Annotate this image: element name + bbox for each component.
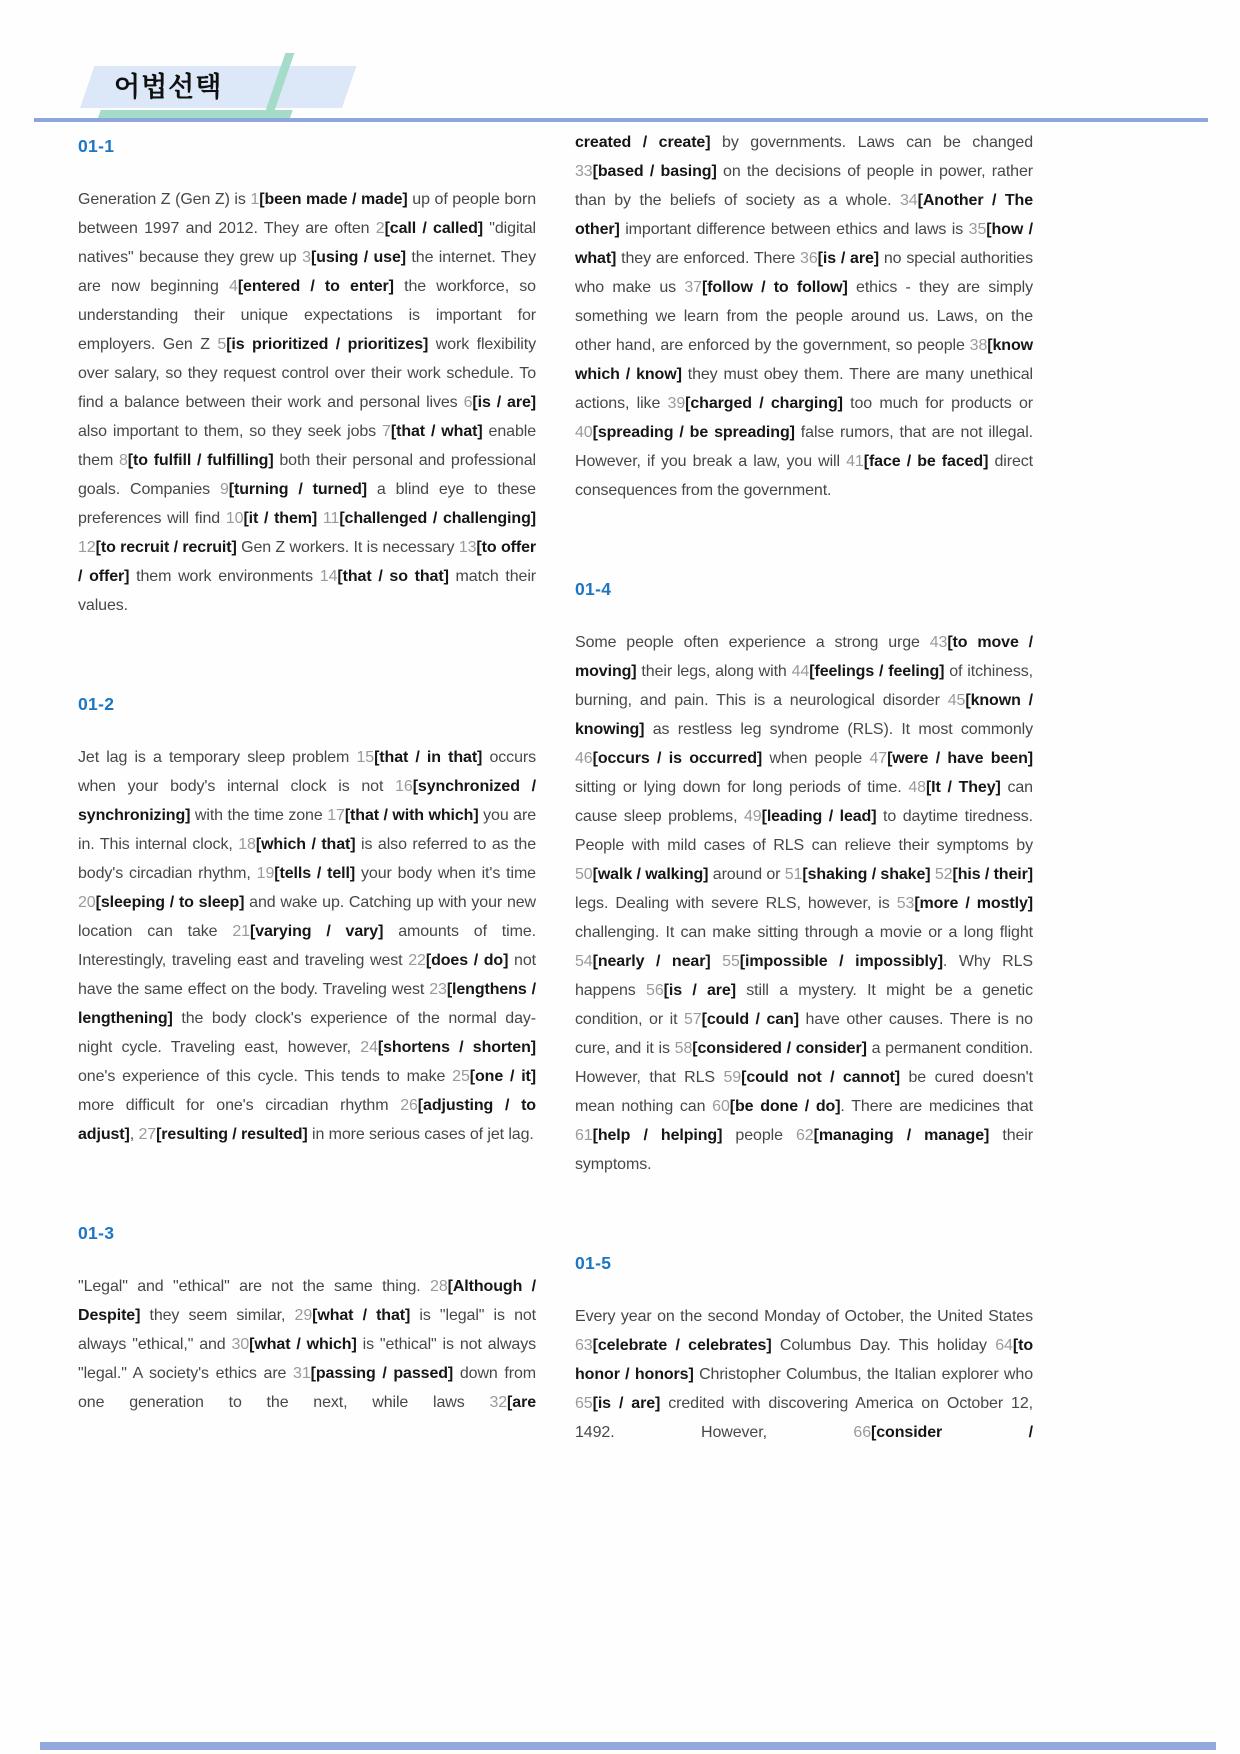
passage-text: Jet lag is a temporary sleep problem: [78, 749, 357, 766]
passage-text: "digital natives" because they grew up: [78, 220, 536, 266]
question-number: 29: [294, 1307, 313, 1324]
passage-text: they seem similar,: [140, 1307, 295, 1324]
choice-options: [managing / manage]: [813, 1127, 990, 1144]
section-heading: 01-5: [575, 1253, 612, 1273]
choice-options: [does / do]: [425, 952, 509, 969]
choice-options: [what / which]: [249, 1336, 357, 1353]
question-number: 28: [430, 1278, 448, 1295]
choice-options: [consider /: [871, 1424, 1033, 1441]
choice-options: [celebrate / celebrates]: [592, 1337, 772, 1354]
choice-options: [is / are]: [592, 1395, 661, 1412]
section-heading: 01-2: [78, 694, 115, 714]
question-number: 62: [795, 1127, 814, 1144]
passage-text: ,: [129, 1126, 139, 1143]
passage-text: more difficult for one's circadian rhythm: [78, 1097, 401, 1114]
question-number: 53: [896, 895, 915, 912]
question-number: 50: [575, 866, 593, 883]
passage-text: people: [722, 1127, 796, 1144]
question-number: 36: [800, 250, 818, 267]
choice-options: [varying / vary]: [249, 923, 384, 940]
choice-options: [to offer / offer]: [78, 539, 537, 585]
question-number: 2: [375, 220, 385, 237]
text-column-left: [78, 132, 536, 1417]
passage-text: Christopher Columbus, the Italian explorer who: [693, 1366, 1033, 1383]
choice-options: [adjusting / to adjust]: [78, 1097, 536, 1143]
choice-options: [Another / The other]: [575, 192, 1033, 238]
question-number: 35: [968, 221, 987, 238]
passage-text: . There are medicines that: [840, 1098, 1033, 1115]
choice-options: [could / can]: [701, 1011, 799, 1028]
passage-text: their legs, along with: [636, 663, 792, 680]
choice-options: [It / They]: [925, 779, 1001, 796]
question-number: 47: [869, 750, 888, 767]
passage-text: have other causes. There is no cure, and it is: [575, 1011, 1033, 1057]
question-number: 1: [250, 191, 260, 208]
choice-options: [what / that]: [312, 1307, 411, 1324]
choice-options: [were / have been]: [887, 750, 1033, 767]
question-number: 3: [302, 249, 311, 266]
passage-text: they must obey them. There are many unethical actions, like: [575, 366, 1033, 412]
question-number: 33: [575, 163, 593, 180]
choice-options: [using / use]: [310, 249, 407, 266]
passage-text: around or: [708, 866, 785, 883]
question-number: 20: [78, 894, 96, 911]
choice-options: [is prioritized / prioritizes]: [226, 336, 429, 353]
passage-text: "Legal" and "ethical" are not the same thing.: [78, 1278, 431, 1295]
question-number: 44: [791, 663, 810, 680]
choice-options: [call / called]: [384, 220, 484, 237]
choice-options: [to recruit / recruit]: [95, 539, 237, 556]
header-divider: [34, 118, 1208, 122]
question-number: 63: [575, 1337, 593, 1354]
passage-text: Some people often experience a strong urge: [575, 634, 930, 651]
passage-text: both their personal and professional goals. Companies: [78, 452, 536, 498]
choice-options: [leading / lead]: [761, 808, 877, 825]
question-number: 4: [229, 278, 238, 295]
choice-options: [spreading / be spreading]: [592, 424, 795, 441]
choice-options: [lengthens / lengthening]: [78, 981, 536, 1027]
choice-options: [face / be faced]: [863, 453, 989, 470]
choice-options: [impossible / impossibly]: [739, 953, 943, 970]
passage-text: [711, 953, 723, 970]
choice-options: [is / are]: [663, 982, 736, 999]
question-number: 40: [575, 424, 593, 441]
choice-options: [that / what]: [390, 423, 483, 440]
choice-options: [sleeping / to sleep]: [95, 894, 245, 911]
question-number: 17: [327, 807, 345, 824]
question-number: 10: [225, 510, 244, 527]
question-number: 30: [231, 1336, 250, 1353]
question-number: 32: [489, 1394, 508, 1411]
choice-options: [how / what]: [575, 221, 1033, 267]
question-number: 65: [575, 1395, 593, 1412]
choice-options: [one / it]: [469, 1068, 537, 1085]
question-number: 37: [684, 279, 702, 296]
choice-options: [to move / moving]: [575, 634, 1033, 680]
passage-text: is "ethical" is not always "legal." A society's ethics are: [78, 1336, 537, 1382]
passage-text: match their values.: [78, 568, 536, 614]
question-number: 66: [853, 1424, 872, 1441]
passage-text: of itchiness, burning, and pain. This is a neurological disorder: [575, 663, 1033, 709]
question-number: 26: [400, 1097, 418, 1114]
choice-options: [to honor / honors]: [575, 1337, 1033, 1383]
passage-paragraph: [575, 1302, 1033, 1447]
passage-text: in more serious cases of jet lag.: [307, 1126, 534, 1143]
section-heading: 01-1: [78, 136, 115, 156]
section-heading: 01-3: [78, 1223, 115, 1243]
question-number: 55: [722, 953, 740, 970]
page-title: 어법선택: [114, 72, 223, 102]
question-number: 31: [293, 1365, 311, 1382]
passage-text: your body when it's time: [355, 865, 536, 882]
passage-text: down from one generation to the next, while laws: [78, 1365, 536, 1411]
question-number: 14: [319, 568, 338, 585]
question-number: 7: [382, 423, 391, 440]
choice-options: [occurs / is occurred]: [592, 750, 763, 767]
question-number: 25: [452, 1068, 470, 1085]
choice-options: [his / their]: [952, 866, 1033, 883]
question-number: 18: [238, 836, 256, 853]
choice-options: [entered / to enter]: [237, 278, 394, 295]
passage-text: one's experience of this cycle. This tends to make: [78, 1068, 453, 1085]
passage-text: up of people born between 1997 and 2012. They are often: [78, 191, 536, 237]
choice-options: [are: [507, 1394, 536, 1411]
passage-text: and wake up. Catching up with your new location can take: [78, 894, 537, 940]
question-number: 21: [232, 923, 250, 940]
passage-text: important difference between ethics and laws is: [619, 221, 969, 238]
question-number: 52: [934, 866, 953, 883]
question-number: 6: [463, 394, 473, 411]
passage-text: sitting or lying down for long periods of time.: [575, 779, 909, 796]
question-number: 64: [995, 1337, 1013, 1354]
passage-text: direct consequences from the government.: [575, 453, 1033, 499]
passage-text: Gen Z workers. It is necessary: [236, 539, 459, 556]
passage-text: credited with discovering America on October 12, 1492. However,: [575, 1395, 1033, 1441]
footer-bar: [40, 1742, 1216, 1750]
choice-options: [help / helping]: [592, 1127, 723, 1144]
passage-text: no special authorities who make us: [575, 250, 1033, 296]
passage-text: . Why RLS happens: [575, 953, 1033, 999]
question-number: 41: [846, 453, 864, 470]
passage-text: to daytime tiredness. People with mild cases of RLS can relieve their symptoms by: [575, 808, 1033, 854]
choice-options: [charged / charging]: [685, 395, 843, 412]
question-number: 27: [138, 1126, 157, 1143]
choice-options: [that / with which]: [344, 807, 479, 824]
passage-paragraph: [575, 628, 1033, 1179]
passage-text: a blind eye to these preferences will find: [78, 481, 536, 527]
question-number: 19: [256, 865, 275, 882]
choice-options: [nearly / near]: [592, 953, 711, 970]
choice-options: [which / that]: [255, 836, 356, 853]
passage-text: their symptoms.: [575, 1127, 1033, 1173]
passage-text: on the decisions of people in power, rather than by the beliefs of society as a whole.: [575, 163, 1034, 209]
question-number: 34: [900, 192, 918, 209]
choice-options: created / create]: [575, 134, 711, 151]
passage-text: you are in. This internal clock,: [78, 807, 536, 853]
passage-text: Every year on the second Monday of October, the United States: [575, 1308, 1033, 1325]
question-number: 39: [667, 395, 686, 412]
choice-options: [is / are]: [472, 394, 536, 411]
choice-options: [known / knowing]: [575, 692, 1033, 738]
question-number: 59: [723, 1069, 742, 1086]
choice-options: [that / so that]: [337, 568, 449, 585]
passage-text: when people: [762, 750, 870, 767]
choice-options: [to fulfill / fulfilling]: [127, 452, 274, 469]
passage-text: not have the same effect on the body. Traveling west: [78, 952, 536, 998]
choice-options: [follow / to follow]: [701, 279, 848, 296]
choice-options: [tells / tell]: [274, 865, 356, 882]
passage-paragraph: [78, 185, 536, 620]
passage-text: as restless leg syndrome (RLS). It most commonly: [644, 721, 1033, 738]
question-number: 57: [684, 1011, 702, 1028]
choice-options: [it / them]: [243, 510, 318, 527]
question-number: 58: [674, 1040, 693, 1057]
passage-text: false rumors, that are not illegal. However, if you break a law, you will: [575, 424, 1033, 470]
passage-text: legs. Dealing with severe RLS, however, is: [575, 895, 897, 912]
question-number: 22: [408, 952, 426, 969]
choice-options: [shortens / shorten]: [377, 1039, 536, 1056]
question-number: 43: [929, 634, 948, 651]
question-number: 51: [784, 866, 803, 883]
choice-options: [been made / made]: [259, 191, 408, 208]
passage-text: is "legal" is not always "ethical," and: [78, 1307, 537, 1353]
choice-options: [resulting / resulted]: [156, 1126, 308, 1143]
passage-text: be cured doesn't mean nothing can: [575, 1069, 1033, 1115]
question-number: 48: [908, 779, 926, 796]
choice-options: [is / are]: [817, 250, 880, 267]
choice-options: [passing / passed]: [310, 1365, 454, 1382]
passage-text: Generation Z (Gen Z) is: [78, 191, 251, 208]
passage-text: is also referred to as the body's circadian rhythm,: [78, 836, 537, 882]
choice-options: [considered / consider]: [692, 1040, 867, 1057]
passage-text: still a mystery. It might be a genetic condition, or it: [575, 982, 1033, 1028]
passage-text: by governments. Laws can be changed: [710, 134, 1033, 151]
question-number: 8: [118, 452, 128, 469]
question-number: 12: [78, 539, 96, 556]
passage-text: ethics - they are simply something we learn from the people around us. Laws, on the other hand, are enforced by the government, so people: [575, 279, 1034, 354]
passage-text: work flexibility over salary, so they request control over their work schedule. To find a balance between their work and personal lives: [78, 336, 536, 411]
choice-options: [challenged / challenging]: [339, 510, 536, 527]
question-number: 54: [575, 953, 593, 970]
passage-text: can cause sleep problems,: [575, 779, 1033, 825]
question-number: 16: [395, 778, 413, 795]
question-number: 15: [356, 749, 375, 766]
question-number: 13: [458, 539, 477, 556]
choice-options: [know which / know]: [575, 337, 1033, 383]
question-number: 24: [360, 1039, 378, 1056]
choice-options: [turning / turned]: [228, 481, 367, 498]
choice-options: [that / in that]: [374, 749, 483, 766]
question-number: 45: [947, 692, 966, 709]
text-column-right: [575, 128, 1033, 1447]
passage-text: the workforce, so understanding their unique expectations is important for employers. Gen Z: [78, 278, 536, 353]
choice-options: [could not / cannot]: [741, 1069, 900, 1086]
question-number: 56: [646, 982, 664, 999]
question-number: 5: [217, 336, 227, 353]
passage-text: occurs when your body's internal clock is not: [78, 749, 536, 795]
question-number: 38: [969, 337, 988, 354]
passage-text: a permanent condition. However, that RLS: [575, 1040, 1033, 1086]
choice-options: [synchronized / synchronizing]: [78, 778, 536, 824]
question-number: 11: [322, 510, 340, 527]
passage-text: the body clock's experience of the normal day-night cycle. Traveling east, however,: [78, 1010, 536, 1056]
question-number: 49: [744, 808, 762, 825]
passage-paragraph: [78, 1272, 536, 1417]
question-number: 46: [575, 750, 593, 767]
passage-text: too much for products or: [842, 395, 1033, 412]
choice-options: [walk / walking]: [592, 866, 709, 883]
choice-options: [more / mostly]: [914, 895, 1033, 912]
passage-text: Columbus Day. This holiday: [771, 1337, 996, 1354]
passage-text: with the time zone: [190, 807, 328, 824]
choice-options: [be done / do]: [729, 1098, 841, 1115]
passage-paragraph: [78, 743, 536, 1149]
passage-text: they are enforced. There: [616, 250, 801, 267]
passage-text: enable them: [78, 423, 536, 469]
question-number: 60: [712, 1098, 730, 1115]
section-heading: 01-4: [575, 579, 612, 599]
passage-paragraph: [575, 128, 1033, 505]
passage-text: also important to them, so they seek jobs: [78, 423, 383, 440]
passage-text: challenging. It can make sitting through a movie or a long flight: [575, 924, 1033, 941]
choice-options: [feelings / feeling]: [809, 663, 945, 680]
passage-text: them work environments: [129, 568, 320, 585]
passage-text: amounts of time. Interestingly, traveling east and traveling west: [78, 923, 536, 969]
question-number: 23: [429, 981, 447, 998]
question-number: 61: [575, 1127, 593, 1144]
choice-options: [based / basing]: [592, 163, 717, 180]
passage-text: the internet. They are now beginning: [78, 249, 536, 295]
question-number: 9: [219, 481, 229, 498]
choice-options: [shaking / shake]: [802, 866, 931, 883]
choice-options: [Although / Despite]: [78, 1278, 536, 1324]
